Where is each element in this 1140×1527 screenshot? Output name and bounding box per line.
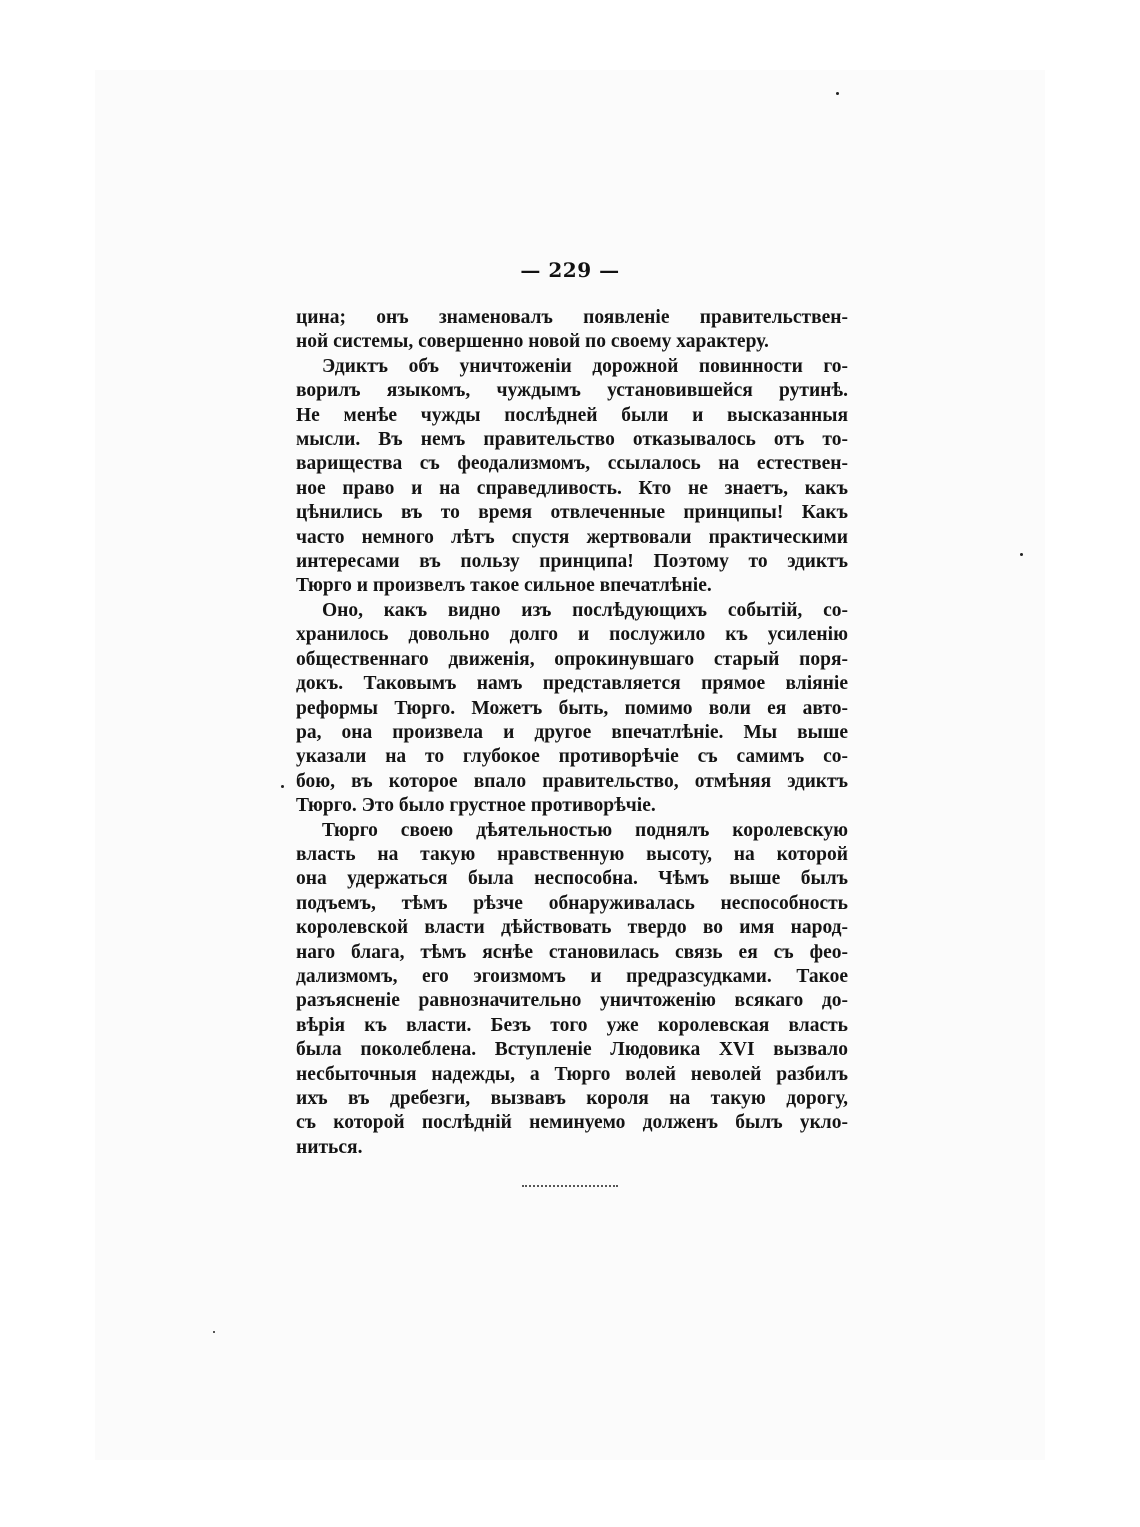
- text-line: указали на то глубокое противорѣчіе съ самимъ со-: [296, 746, 848, 768]
- text-line: вѣрія къ власти. Безъ того уже королевская власть: [296, 1014, 848, 1036]
- margin-speck: [836, 92, 839, 95]
- paragraph: [296, 355, 848, 599]
- text-line: Тюрго своею дѣятельностью поднялъ королевскую: [322, 819, 848, 841]
- text-line: она удержаться была неспособна. Чѣмъ выше былъ: [296, 868, 848, 890]
- text-line: бою, въ которое впало правительство, отмѣняя эдиктъ: [296, 770, 848, 792]
- text-line: разъясненіе равнозначительно уничтоженію всякаго до-: [296, 990, 848, 1012]
- text-line: ной системы, совершенно новой по своему характеру.: [296, 331, 769, 353]
- text-line: дализмомъ, его эгоизмомъ и предразсудками. Такое: [296, 965, 848, 987]
- text-line: хранилось довольно долго и послужило къ усиленію: [296, 624, 848, 646]
- text-line: интересами въ пользу принципа! Поэтому то эдиктъ: [296, 551, 848, 573]
- text-line: наго блага, тѣмъ яснѣе становилась связь ея съ фео-: [296, 941, 848, 963]
- text-line: подъемъ, тѣмъ рѣзче обнаруживалась неспособность: [296, 892, 848, 914]
- text-line: варищества съ феодализмомъ, ссылалось на естествен-: [296, 453, 848, 475]
- margin-speck: [281, 785, 284, 788]
- text-line: докъ. Таковымъ намъ представляется прямое вліяніе: [296, 673, 848, 695]
- text-line: Тюрго. Это было грустное противорѣчіе.: [296, 795, 656, 817]
- text-line: ворилъ языкомъ, чуждымъ установившейся рутинѣ.: [296, 380, 848, 402]
- text-line: Эдиктъ объ уничтоженіи дорожной повинности го-: [322, 355, 848, 377]
- end-rule: [522, 1185, 618, 1187]
- text-line: цѣнились въ то время отвлеченные принципы! Какъ: [296, 502, 848, 524]
- text-line: власть на такую нравственную высоту, на которой: [296, 843, 848, 865]
- text-line: реформы Тюрго. Можетъ быть, помимо воли ея авто-: [296, 697, 848, 719]
- text-line: мысли. Въ немъ правительство отказывалось отъ то-: [296, 429, 848, 451]
- text-line: ра, она произвела и другое впечатлѣніе. Мы выше: [296, 721, 848, 743]
- text-line: несбыточныя надежды, а Тюрго волей неволей разбилъ: [296, 1063, 848, 1085]
- text-line: ихъ въ дребезги, вызвавъ короля на такую дорогу,: [296, 1088, 848, 1109]
- text-line: королевской власти дѣйствовать твердо во имя народ-: [296, 917, 848, 939]
- text-line: часто немного лѣтъ спустя жертвовали практическими: [296, 526, 848, 548]
- text-line: ное право и на справедливость. Кто не знаетъ, какъ: [296, 477, 848, 499]
- text-line: цина; онъ знаменовалъ появленіе правительствен-: [296, 307, 848, 328]
- page-number: — 229 —: [520, 258, 620, 282]
- margin-speck: [1020, 553, 1023, 556]
- text-line: Не менѣе чужды послѣдней были и высказанныя: [296, 404, 848, 426]
- text-line: Оно, какъ видно изъ послѣдующихъ событій, со-: [322, 599, 848, 621]
- margin-speck: [213, 1331, 215, 1333]
- paragraph: [296, 306, 848, 355]
- text-line: Тюрго и произвелъ такое сильное впечатлѣніе.: [296, 575, 712, 597]
- paragraph: [296, 819, 848, 1161]
- text-line: ниться.: [296, 1136, 363, 1158]
- text-line: общественнаго движенія, опрокинувшаго старый поря-: [296, 648, 848, 670]
- paragraph: [296, 599, 848, 819]
- text-line: съ которой послѣдній неминуемо долженъ былъ укло-: [296, 1112, 848, 1134]
- body-text: [296, 306, 848, 1160]
- text-line: была поколеблена. Вступленіе Людовика XVI вызвало: [296, 1039, 848, 1061]
